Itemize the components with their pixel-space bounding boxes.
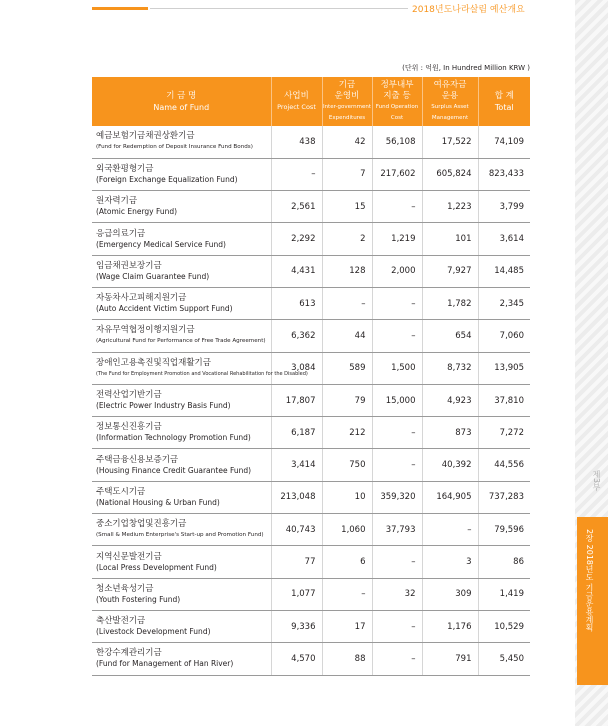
internal-expenditure-cell: 1,500 [372,352,422,384]
total-cell: 79,596 [478,514,530,546]
fund-name-ko: 주택도시기금 [96,486,146,497]
fund-name-cell [92,384,271,416]
fund-name-ko: 예금보험기금채권상환기금 [96,131,195,142]
operating-cost-cell: 589 [322,352,372,384]
fund-name-ko: 자동차사고피해지원기금 [96,293,187,304]
internal-expenditure-cell: – [372,287,422,319]
surplus-management-cell: 1,176 [422,610,478,642]
internal-expenditure-cell: – [372,449,422,481]
fund-name-en: (National Housing & Urban Fund) [96,497,220,507]
project-cost-cell: 3,084 [271,352,322,384]
project-cost-cell: 2,561 [271,191,322,223]
project-cost-cell: 213,048 [271,481,322,513]
fund-name-ko: 원자력기금 [96,196,138,207]
col-header-project: 사업비 Project Cost [271,77,322,126]
fund-name-ko: 한강수계관리기금 [96,648,162,659]
fund-name-en: (Fund for Management of Han River) [96,659,234,669]
operating-cost-cell: 15 [322,191,372,223]
project-cost-cell: 9,336 [271,610,322,642]
table-row [92,546,530,578]
internal-expenditure-cell: – [372,191,422,223]
header-rule [150,8,408,9]
total-cell: 3,799 [478,191,530,223]
fund-name-en: (Foreign Exchange Equalization Fund) [96,174,238,184]
project-cost-cell: – [271,158,322,190]
table-row [92,191,530,223]
total-cell: 13,905 [478,352,530,384]
fund-name-cell [92,610,271,642]
internal-expenditure-cell: 15,000 [372,384,422,416]
total-cell: 7,060 [478,320,530,352]
surplus-management-cell: 4,923 [422,384,478,416]
operating-cost-cell: 1,060 [322,514,372,546]
operating-cost-cell: 2 [322,223,372,255]
col-header-operating: 기금 운영비 Inter-government Expenditures [322,77,372,126]
fund-name-ko: 중소기업창업및진흥기금 [96,519,187,530]
surplus-management-cell: 1,782 [422,287,478,319]
surplus-management-cell: 605,824 [422,158,478,190]
fund-name-en: (Auto Accident Victim Support Fund) [96,304,233,314]
internal-expenditure-cell: – [372,320,422,352]
col-header-total: 합 계 Total [478,77,530,126]
fund-name-cell [92,481,271,513]
fund-name-cell [92,643,271,675]
fund-name-en: (Local Press Development Fund) [96,562,217,572]
fund-name-ko: 청소년육성기금 [96,583,154,594]
table-row [92,320,530,352]
fund-name-cell [92,126,271,158]
surplus-management-cell: 101 [422,223,478,255]
total-cell: 86 [478,546,530,578]
table-row [92,384,530,416]
internal-expenditure-cell: – [372,643,422,675]
surplus-management-cell: 3 [422,546,478,578]
project-cost-cell: 438 [271,126,322,158]
project-cost-cell: 6,187 [271,417,322,449]
total-cell: 823,433 [478,158,530,190]
operating-cost-cell: 6 [322,546,372,578]
project-cost-cell: 4,570 [271,643,322,675]
internal-expenditure-cell: 56,108 [372,126,422,158]
fund-name-en: (Information Technology Promotion Fund) [96,433,251,443]
fund-name-ko: 주택금융신용보증기금 [96,454,179,465]
total-cell: 737,283 [478,481,530,513]
total-cell: 14,485 [478,255,530,287]
fund-name-cell [92,223,271,255]
total-cell: 7,272 [478,417,530,449]
fund-name-cell [92,546,271,578]
fund-name-cell [92,417,271,449]
col-header-internal: 정부내부 지출 등 Fund Operation Cost [372,77,422,126]
table-row [92,223,530,255]
table-row [92,514,530,546]
fund-table [92,77,530,676]
operating-cost-cell: 79 [322,384,372,416]
unit-note: (단위 : 억원, In Hundred Million KRW ) [402,64,530,72]
surplus-management-cell: 654 [422,320,478,352]
page-header [0,0,575,22]
total-cell: 3,614 [478,223,530,255]
operating-cost-cell: – [322,287,372,319]
total-cell: 10,529 [478,610,530,642]
surplus-management-cell: 1,223 [422,191,478,223]
internal-expenditure-cell: 359,320 [372,481,422,513]
operating-cost-cell: 88 [322,643,372,675]
table-row [92,352,530,384]
project-cost-cell: 1,077 [271,578,322,610]
project-cost-cell: 2,292 [271,223,322,255]
total-cell: 2,345 [478,287,530,319]
table-row [92,578,530,610]
operating-cost-cell: 10 [322,481,372,513]
table-row [92,158,530,190]
project-cost-cell: 40,743 [271,514,322,546]
internal-expenditure-cell: 2,000 [372,255,422,287]
project-cost-cell: 77 [271,546,322,578]
fund-name-en: (Housing Finance Credit Guarantee Fund) [96,465,252,475]
fund-name-ko: 외국환평형기금 [96,163,154,174]
operating-cost-cell: – [322,578,372,610]
col-header-name: 기 금 명 Name of Fund [92,77,271,126]
table-row [92,255,530,287]
fund-name-ko: 응급의료기금 [96,228,146,239]
project-cost-cell: 17,807 [271,384,322,416]
surplus-management-cell: 791 [422,643,478,675]
surplus-management-cell: – [422,514,478,546]
surplus-management-cell: 40,392 [422,449,478,481]
operating-cost-cell: 128 [322,255,372,287]
project-cost-cell: 613 [271,287,322,319]
sidebar-chapter-label: 2장 2018년도 기금운용계획 [585,529,594,632]
fund-name-cell [92,449,271,481]
total-cell: 74,109 [478,126,530,158]
fund-name-ko: 자유무역협정이행지원기금 [96,325,195,336]
surplus-management-cell: 309 [422,578,478,610]
fund-name-en: (The Fund for Employment Promotion and Vocational Rehabilitation for the Disabled) [96,370,308,377]
project-cost-cell: 6,362 [271,320,322,352]
fund-name-en: (Electric Power Industry Basis Fund) [96,401,231,411]
table-row [92,449,530,481]
operating-cost-cell: 750 [322,449,372,481]
table-row [92,610,530,642]
table-row [92,481,530,513]
fund-name-en: (Atomic Energy Fund) [96,207,178,217]
operating-cost-cell: 44 [322,320,372,352]
total-cell: 44,556 [478,449,530,481]
internal-expenditure-cell: 37,793 [372,514,422,546]
fund-name-ko: 임금채권보장기금 [96,260,162,271]
operating-cost-cell: 42 [322,126,372,158]
fund-name-cell [92,255,271,287]
internal-expenditure-cell: – [372,546,422,578]
fund-name-cell [92,514,271,546]
project-cost-cell: 4,431 [271,255,322,287]
fund-name-en: (Agricultural Fund for Performance of Free Trade Agreement) [96,338,266,345]
total-cell: 1,419 [478,578,530,610]
internal-expenditure-cell: 32 [372,578,422,610]
sidebar-part-label: 제3부 [592,470,601,492]
internal-expenditure-cell: – [372,417,422,449]
operating-cost-cell: 7 [322,158,372,190]
operating-cost-cell: 17 [322,610,372,642]
fund-name-cell [92,158,271,190]
fund-name-ko: 장애인고용촉진및직업재활기금 [96,357,211,368]
surplus-management-cell: 17,522 [422,126,478,158]
fund-name-cell [92,578,271,610]
col-header-surplus: 여유자금 운용 Surplus Asset Management [422,77,478,126]
fund-name-en: (Fund for Redemption of Deposit Insurance Fund Bonds) [96,144,253,151]
fund-name-ko: 축산발전기금 [96,616,146,627]
fund-name-ko: 전력산업기반기금 [96,390,162,401]
sidebar-chapter-tab[interactable] [577,517,608,685]
table-row [92,126,530,158]
total-cell: 37,810 [478,384,530,416]
table-row [92,643,530,675]
fund-name-ko: 정보통신진흥기금 [96,422,162,433]
internal-expenditure-cell: 1,219 [372,223,422,255]
table-row [92,287,530,319]
project-cost-cell: 3,414 [271,449,322,481]
table-row [92,417,530,449]
surplus-management-cell: 164,905 [422,481,478,513]
table-header-row [92,77,530,126]
total-cell: 5,450 [478,643,530,675]
fund-name-cell [92,320,271,352]
fund-name-ko: 지역신문발전기금 [96,551,162,562]
internal-expenditure-cell: – [372,610,422,642]
operating-cost-cell: 212 [322,417,372,449]
fund-name-en: (Wage Claim Guarantee Fund) [96,271,210,281]
fund-name-cell [92,287,271,319]
surplus-management-cell: 7,927 [422,255,478,287]
surplus-management-cell: 873 [422,417,478,449]
fund-name-en: (Livestock Development Fund) [96,627,211,637]
internal-expenditure-cell: 217,602 [372,158,422,190]
fund-name-en: (Youth Fostering Fund) [96,594,181,604]
surplus-management-cell: 8,732 [422,352,478,384]
header-accent-bar [92,7,148,10]
fund-name-en: (Small & Medium Enterprise's Start-up and Promotion Fund) [96,532,264,539]
fund-name-en: (Emergency Medical Service Fund) [96,239,226,249]
fund-name-cell [92,191,271,223]
header-title: 2018년도나라살림 예산개요 [412,5,525,15]
